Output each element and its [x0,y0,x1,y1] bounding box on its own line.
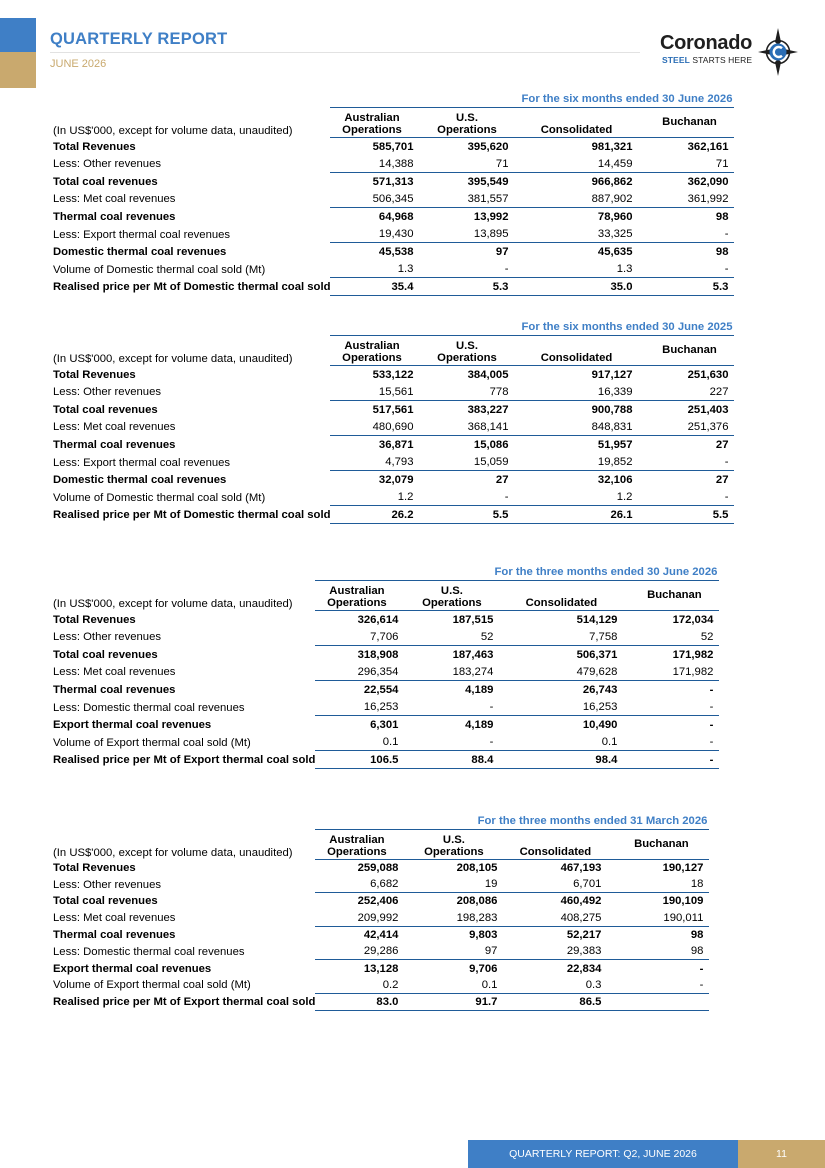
cell-consolidated: 10,490 [505,716,629,734]
row-label: Less: Domestic thermal coal revenues [53,945,245,958]
row-label: Total coal revenues [53,648,158,661]
cell-consolidated: 35.0 [520,278,644,296]
corner-accent-tan [0,52,36,88]
table-row [50,680,719,698]
table-row [50,698,719,716]
header-divider [50,52,640,53]
row-label: Total coal revenues [53,403,158,416]
table-row [50,260,734,278]
row-label: Export thermal coal revenues [53,962,212,975]
cell-australian-operations: 0.2 [382,978,399,991]
revenue-table [50,90,734,296]
column-header-line: Operations [327,597,387,609]
cell-buchanan: - [724,263,729,276]
cell-us-operations: 395,549 [425,172,520,190]
cell-australian-operations: 252,406 [315,893,410,910]
row-label: Realised price per Mt of Domestic thermal coal sold [53,281,331,294]
cell-buchanan: 98 [690,945,704,958]
cell-buchanan: - [699,978,704,991]
cell-consolidated: 900,788 [520,400,644,418]
cell-australian-operations: 36,871 [330,435,425,453]
cell-buchanan: - [724,228,729,241]
page-title: QUARTERLY REPORT [50,30,228,48]
table-row [50,137,734,155]
table-row [50,365,734,383]
cell-australian-operations: 45,538 [330,243,425,261]
cell-buchanan: - [629,680,719,698]
cell-consolidated: 26.1 [520,506,644,524]
cell-consolidated: 45,635 [520,243,644,261]
column-header-buchanan [613,829,709,859]
cell-us-operations: 97 [484,945,498,958]
cell-consolidated: 98.4 [505,751,629,769]
cell-consolidated: 16,339 [597,385,633,398]
cell-consolidated: 917,127 [520,365,644,383]
column-header-line: U.S. [442,833,465,846]
table-row [50,993,709,1010]
cell-us-operations: 27 [425,471,520,489]
logo-tagline [662,55,752,65]
column-header-line: Australian [329,833,385,846]
footer-report-label: QUARTERLY REPORT: Q2, JUNE 2026 [468,1140,738,1168]
row-label: Thermal coal revenues [53,438,176,451]
column-header-buchanan [629,580,719,610]
unit-note: (In US$'000, except for volume data, unaudited) [53,597,293,610]
cell-australian-operations: 106.5 [315,751,410,769]
table-row [50,909,709,926]
cell-us-operations: 187,515 [410,610,505,628]
cell-buchanan: 18 [690,878,704,891]
cell-buchanan: 5.5 [644,506,734,524]
cell-buchanan: 251,376 [687,420,729,433]
cell-consolidated: 479,628 [576,665,618,678]
cell-buchanan: - [629,716,719,734]
cell-consolidated: 0.3 [585,978,602,991]
row-label: Less: Met coal revenues [53,912,176,925]
revenue-table [50,563,719,769]
cell-buchanan: 190,011 [663,911,704,924]
cell-consolidated: 16,253 [582,701,618,714]
cell-australian-operations: 318,908 [315,645,410,663]
cell-buchanan: - [709,701,714,714]
unit-note: (In US$'000, except for volume data, unaudited) [53,846,293,859]
column-header-buchanan [644,107,734,137]
row-label: Less: Export thermal coal revenues [53,456,231,469]
column-header-consolidated [509,829,613,859]
cell-australian-operations: 32,079 [330,471,425,489]
cell-buchanan: - [724,491,729,504]
cell-us-operations: - [489,736,494,749]
column-header-australian-operations [330,335,425,365]
table-row [50,960,709,977]
row-label: Realised price per Mt of Domestic thermal coal sold [53,509,331,522]
row-label: Realised price per Mt of Export thermal coal sold [53,754,316,767]
cell-us-operations: 13,895 [473,228,509,241]
cell-buchanan: 172,034 [629,610,719,628]
cell-buchanan [613,993,709,1010]
logo-wordmark: Coronado [660,32,753,54]
cell-us-operations: 208,105 [410,859,509,876]
table-row [50,190,734,208]
row-label: Domestic thermal coal revenues [53,246,227,259]
table-row [50,155,734,173]
table-row [50,733,719,751]
cell-us-operations: 91.7 [410,993,509,1010]
cell-australian-operations: 326,614 [315,610,410,628]
table-row [50,471,734,489]
cell-us-operations: 9,803 [410,926,509,943]
column-header-line: U.S. [455,111,478,124]
table-row [50,610,719,628]
row-label: Domestic thermal coal revenues [53,474,227,487]
period-heading: For the six months ended 30 June 2025 [330,318,734,335]
cell-consolidated: 1.3 [616,263,633,276]
cell-buchanan: - [629,751,719,769]
column-header-consolidated [520,107,644,137]
column-header-line: Operations [424,846,484,858]
cell-buchanan: 251,630 [644,365,734,383]
row-label: Less: Met coal revenues [53,421,176,434]
cell-australian-operations: 15,561 [378,385,414,398]
cell-us-operations: 9,706 [410,960,509,977]
cell-consolidated: 408,275 [560,911,602,924]
row-label: Less: Other revenues [53,158,162,171]
column-header-line: Buchanan [647,588,702,601]
cell-us-operations: 368,141 [467,420,509,433]
column-header-line: Consolidated [525,597,598,609]
cell-us-operations: 208,086 [410,893,509,910]
column-header-consolidated [505,580,629,610]
page-number: 11 [738,1140,825,1168]
cell-us-operations: 5.3 [425,278,520,296]
table-row [50,225,734,243]
cell-consolidated: 52,217 [509,926,613,943]
cell-australian-operations: 35.4 [330,278,425,296]
cell-australian-operations: 7,706 [370,630,399,643]
company-logo [660,30,800,76]
cell-buchanan: 98 [644,207,734,225]
cell-australian-operations: 533,122 [330,365,425,383]
cell-australian-operations: 1.3 [397,263,414,276]
cell-australian-operations: 6,301 [315,716,410,734]
row-label: Less: Other revenues [53,878,162,891]
column-header-us-operations [410,829,509,859]
row-label: Realised price per Mt of Export thermal coal sold [53,996,316,1009]
column-header-australian-operations [330,107,425,137]
column-header-line: Operations [342,352,402,364]
cell-us-operations: 384,005 [425,365,520,383]
cell-australian-operations: 42,414 [315,926,410,943]
cell-consolidated: 22,834 [509,960,613,977]
row-label: Total Revenues [53,861,136,874]
cell-consolidated: 848,831 [591,420,633,433]
column-header-line: Buchanan [662,115,717,128]
column-header-line: Australian [329,584,385,597]
cell-consolidated: 14,459 [597,157,633,170]
column-header-line: Operations [422,597,482,609]
cell-us-operations: 383,227 [425,400,520,418]
cell-consolidated: 460,492 [509,893,613,910]
cell-buchanan: 71 [715,157,729,170]
column-header-line: Operations [342,124,402,136]
row-label: Total coal revenues [53,895,158,908]
cell-us-operations: 4,189 [410,680,505,698]
cell-australian-operations: 64,968 [330,207,425,225]
cell-australian-operations: 19,430 [378,228,414,241]
report-date: JUNE 2026 [50,58,107,70]
cell-consolidated: 29,383 [566,945,602,958]
cell-us-operations: 19 [484,878,498,891]
column-header-line: Buchanan [634,837,689,850]
cell-australian-operations: 296,354 [357,665,399,678]
table-row [50,453,734,471]
table-row [50,663,719,681]
cell-consolidated: 19,852 [597,456,633,469]
cell-us-operations: 13,992 [425,207,520,225]
cell-consolidated: 0.1 [601,736,618,749]
compass-logo-icon [758,28,798,76]
cell-australian-operations: 0.1 [382,736,399,749]
column-header-us-operations [410,580,505,610]
cell-us-operations: - [504,263,509,276]
cell-us-operations: 4,189 [410,716,505,734]
cell-buchanan: 27 [644,435,734,453]
row-label: Less: Export thermal coal revenues [53,228,231,241]
table-row [50,435,734,453]
column-header-australian-operations [315,580,410,610]
cell-consolidated: 467,193 [509,859,613,876]
cell-us-operations: 5.5 [425,506,520,524]
cell-consolidated: 86.5 [509,993,613,1010]
period-heading: For the six months ended 30 June 2026 [330,90,734,107]
cell-us-operations: 52 [480,630,494,643]
revenue-table [50,318,734,524]
cell-australian-operations: 209,992 [357,911,399,924]
column-header-line: Consolidated [540,124,613,136]
cell-buchanan: 362,090 [644,172,734,190]
cell-australian-operations: 571,313 [330,172,425,190]
cell-consolidated: 51,957 [520,435,644,453]
table-row [50,859,709,876]
cell-consolidated: 32,106 [520,471,644,489]
table-row [50,278,734,296]
table-row [50,172,734,190]
table-row [50,943,709,960]
column-header-us-operations [425,335,520,365]
row-label: Total Revenues [53,368,136,381]
cell-australian-operations: 29,286 [363,945,399,958]
cell-australian-operations: 6,682 [370,878,399,891]
table-row [50,488,734,506]
row-label: Thermal coal revenues [53,928,176,941]
column-header-consolidated [520,335,644,365]
cell-australian-operations: 13,128 [315,960,410,977]
cell-us-operations: 778 [489,385,509,398]
row-label: Volume of Export thermal coal sold (Mt) [53,979,251,992]
cell-australian-operations: 26.2 [330,506,425,524]
table-row [50,876,709,893]
cell-australian-operations: 259,088 [315,859,410,876]
cell-us-operations: 0.1 [481,978,498,991]
cell-us-operations: 183,274 [452,665,494,678]
table-row [50,628,719,646]
cell-australian-operations: 14,388 [378,157,414,170]
column-header-line: Buchanan [662,343,717,356]
column-header-us-operations [425,107,520,137]
column-header-line: Operations [437,352,497,364]
table-row [50,751,719,769]
cell-buchanan: - [709,736,714,749]
cell-us-operations: 395,620 [425,137,520,155]
cell-buchanan: 27 [644,471,734,489]
period-heading: For the three months ended 31 March 2026 [315,812,709,829]
revenue-table [50,812,709,1011]
column-header-line: Australian [344,339,400,352]
cell-us-operations: - [504,491,509,504]
row-label: Total coal revenues [53,175,158,188]
cell-australian-operations: 16,253 [363,701,399,714]
table-row [50,383,734,401]
cell-consolidated: 78,960 [520,207,644,225]
cell-buchanan: 98 [644,243,734,261]
cell-us-operations: 198,283 [456,911,498,924]
cell-buchanan: 251,403 [644,400,734,418]
cell-us-operations: 97 [425,243,520,261]
row-label: Less: Other revenues [53,631,162,644]
row-label: Less: Met coal revenues [53,666,176,679]
cell-us-operations: 71 [495,157,509,170]
table-row [50,645,719,663]
column-header-line: Consolidated [540,352,613,364]
cell-australian-operations: 506,345 [372,192,414,205]
cell-buchanan: 171,982 [672,665,714,678]
cell-consolidated: 26,743 [505,680,629,698]
cell-buchanan: - [613,960,709,977]
cell-consolidated: 6,701 [573,878,602,891]
row-label: Less: Domestic thermal coal revenues [53,701,245,714]
table-row [50,977,709,994]
logo-tagline-steel: STEEL [662,55,690,65]
cell-australian-operations: 22,554 [315,680,410,698]
column-header-line: U.S. [440,584,463,597]
row-label: Total Revenues [53,140,136,153]
row-label: Thermal coal revenues [53,683,176,696]
table-row [50,243,734,261]
table-row [50,418,734,436]
cell-buchanan: 361,992 [687,192,729,205]
cell-consolidated: 506,371 [505,645,629,663]
column-header-line: Australian [344,111,400,124]
unit-note: (In US$'000, except for volume data, unaudited) [53,124,293,137]
cell-buchanan: 5.3 [644,278,734,296]
cell-us-operations: 381,557 [467,192,509,205]
row-label: Volume of Domestic thermal coal sold (Mt) [53,263,266,276]
cell-buchanan: 52 [700,630,714,643]
cell-consolidated: 514,129 [505,610,629,628]
unit-note: (In US$'000, except for volume data, unaudited) [53,352,293,365]
cell-consolidated: 7,758 [589,630,618,643]
row-label: Less: Met coal revenues [53,193,176,206]
cell-us-operations: 15,086 [425,435,520,453]
cell-consolidated: 1.2 [616,491,633,504]
row-label: Export thermal coal revenues [53,719,212,732]
cell-us-operations: 15,059 [473,456,509,469]
cell-australian-operations: 480,690 [372,420,414,433]
cell-consolidated: 981,321 [520,137,644,155]
cell-consolidated: 887,902 [591,192,633,205]
cell-australian-operations: 1.2 [397,491,414,504]
cell-us-operations: - [489,701,494,714]
row-label: Thermal coal revenues [53,210,176,223]
cell-consolidated: 966,862 [520,172,644,190]
row-label: Volume of Domestic thermal coal sold (Mt) [53,491,266,504]
column-header-line: Operations [437,124,497,136]
cell-australian-operations: 585,701 [330,137,425,155]
cell-buchanan: 362,161 [644,137,734,155]
cell-australian-operations: 4,793 [385,456,414,469]
cell-buchanan: - [724,456,729,469]
period-heading: For the three months ended 30 June 2026 [315,563,719,580]
table-row [50,716,719,734]
column-header-line: Consolidated [519,846,592,858]
cell-buchanan: 190,109 [613,893,709,910]
row-label: Total Revenues [53,613,136,626]
row-label: Volume of Export thermal coal sold (Mt) [53,736,251,749]
table-row [50,893,709,910]
column-header-line: U.S. [455,339,478,352]
column-header-buchanan [644,335,734,365]
cell-consolidated: 33,325 [597,228,633,241]
cell-buchanan: 190,127 [613,859,709,876]
table-row [50,207,734,225]
corner-accent-blue [0,18,36,52]
logo-tagline-rest: STARTS HERE [689,55,753,65]
column-header-australian-operations [315,829,410,859]
row-label: Less: Other revenues [53,386,162,399]
cell-australian-operations: 517,561 [330,400,425,418]
table-row [50,400,734,418]
cell-buchanan: 98 [613,926,709,943]
cell-us-operations: 88.4 [410,751,505,769]
column-header-line: Operations [327,846,387,858]
cell-buchanan: 227 [709,385,729,398]
table-row [50,506,734,524]
cell-us-operations: 187,463 [410,645,505,663]
table-row [50,926,709,943]
cell-australian-operations: 83.0 [315,993,410,1010]
cell-buchanan: 171,982 [629,645,719,663]
